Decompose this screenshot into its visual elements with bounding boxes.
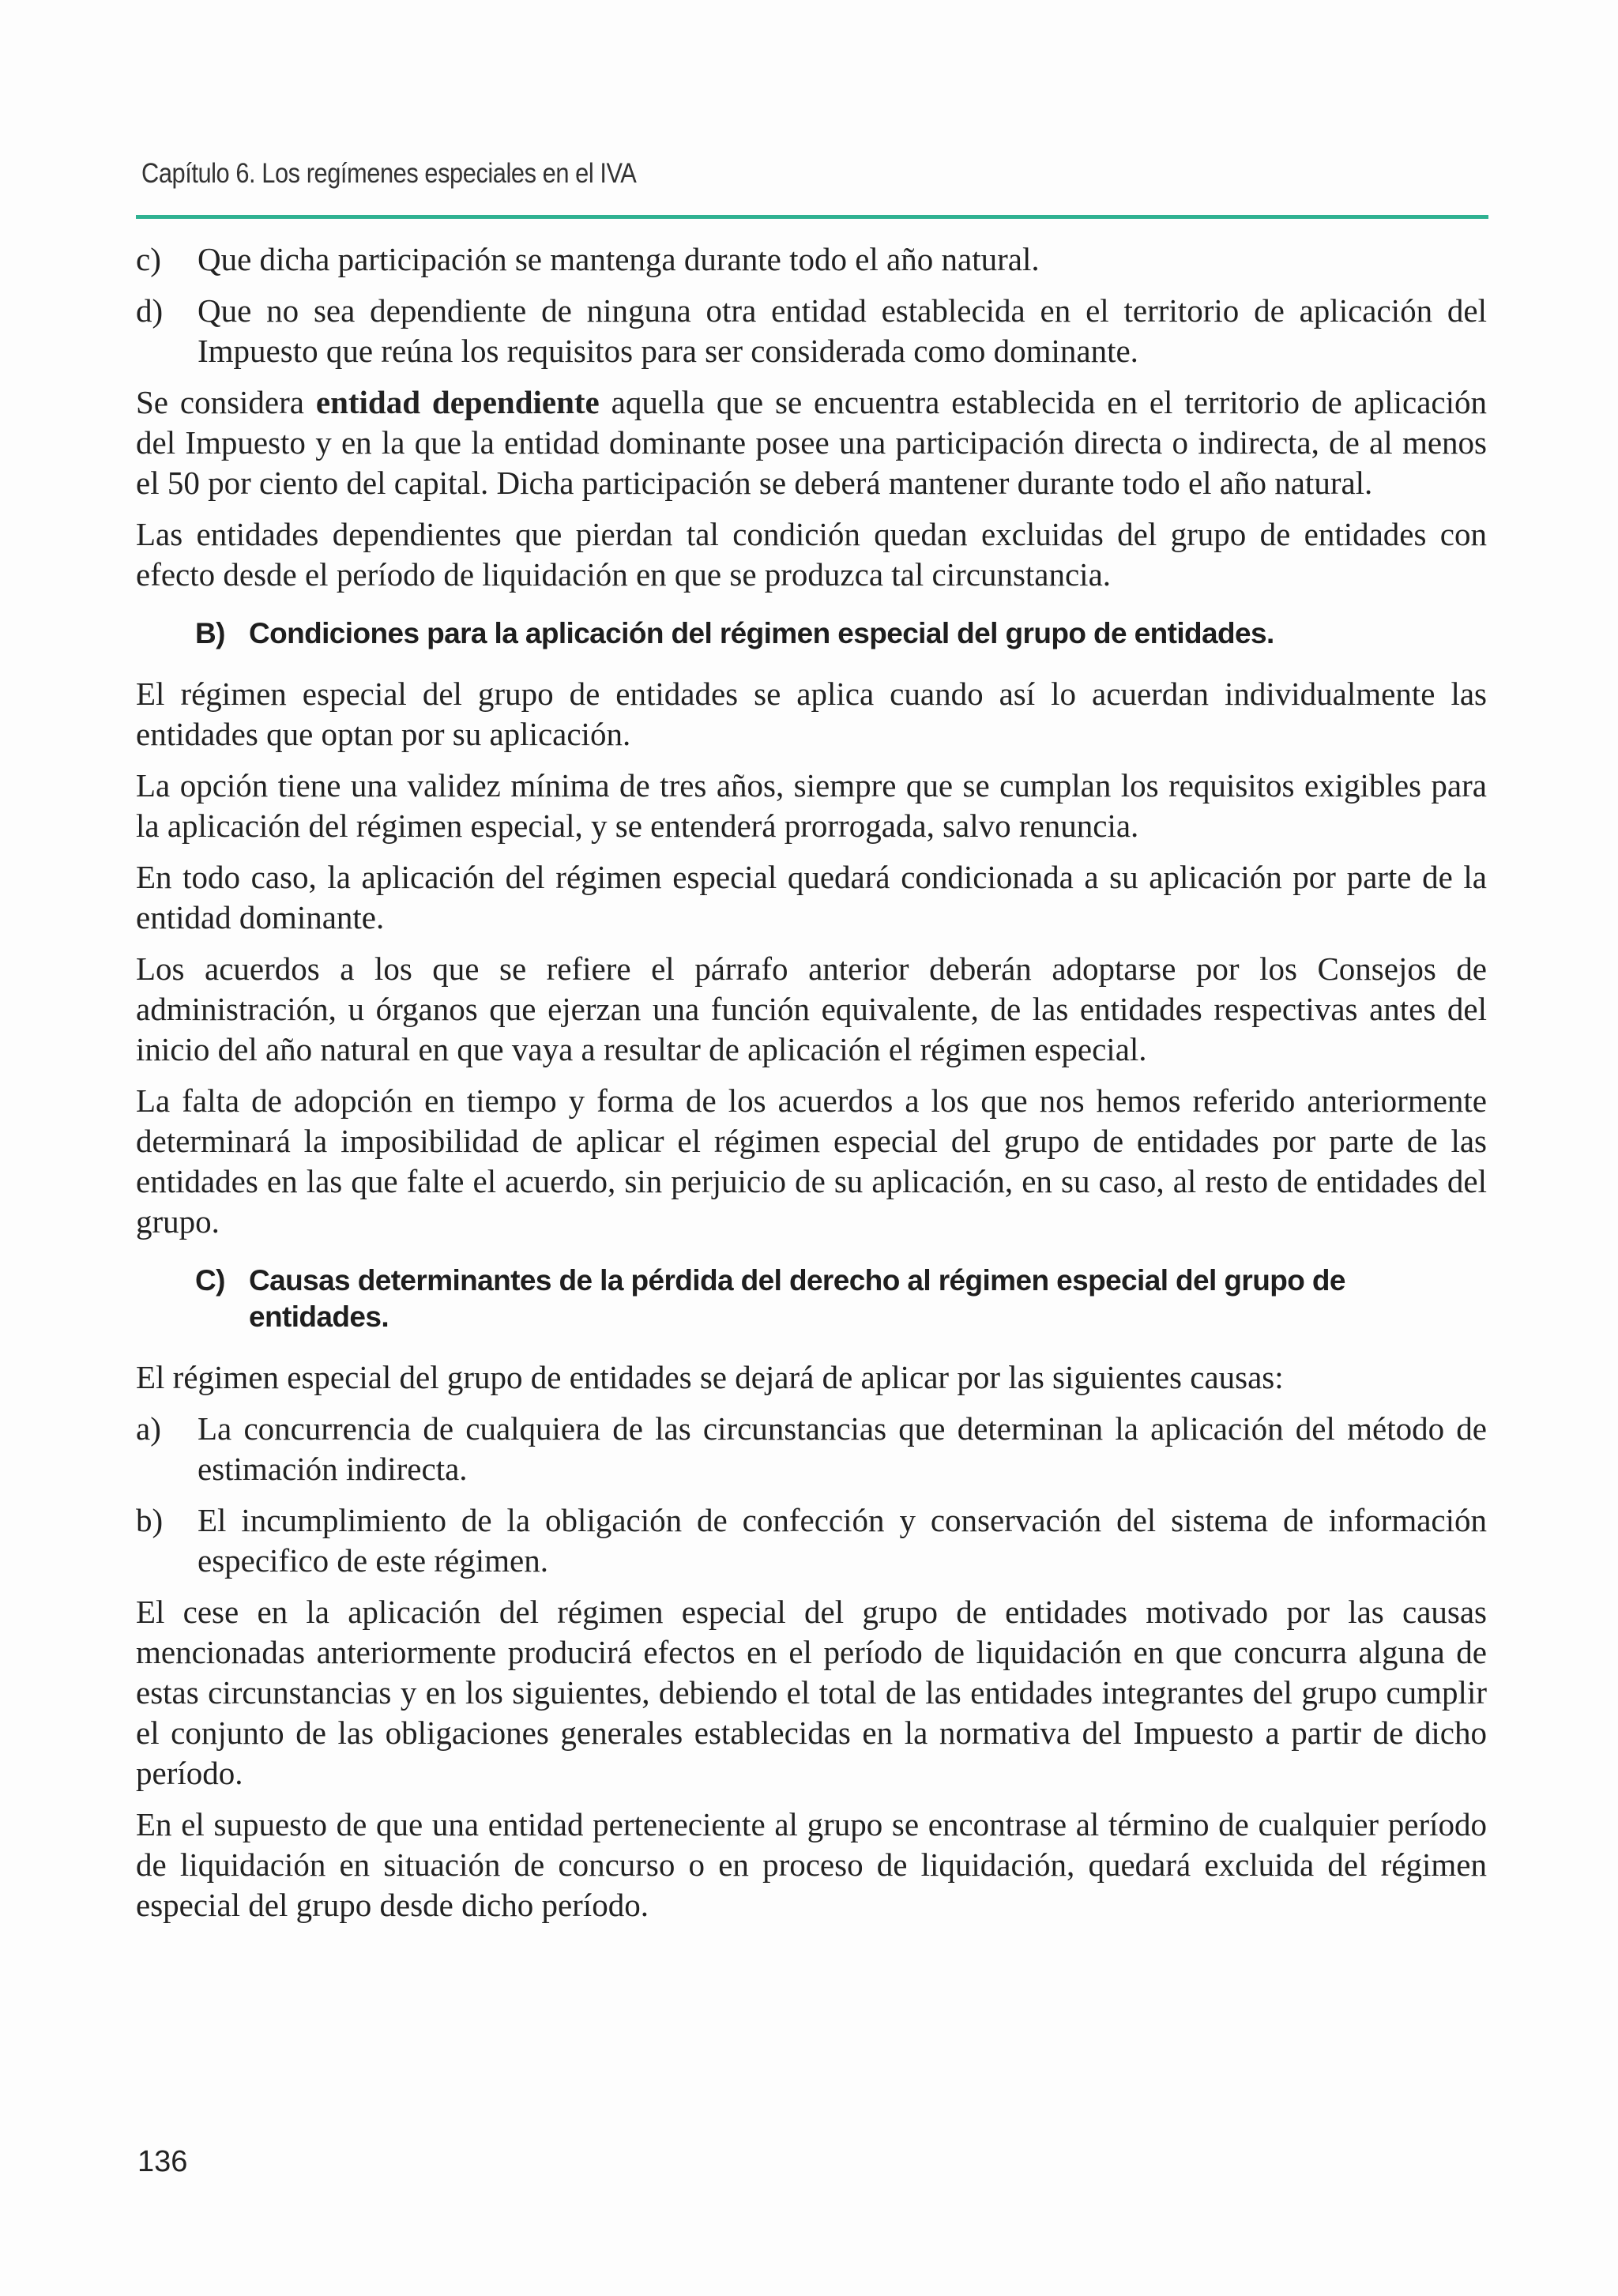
section-heading-b — [136, 615, 1487, 652]
section-title: Condiciones para la aplicación del régimen especial del grupo de entidades. — [249, 617, 1274, 649]
list-item-text: Que no sea dependiente de ninguna otra entidad establecida en el territorio de aplicación del Impuesto que reúna los requisitos para ser considerada como dominante. — [198, 292, 1487, 369]
section-title: Causas determinantes de la pérdida del derecho al régimen especial del grupo de entidades. — [249, 1264, 1345, 1333]
paragraph-c1: El régimen especial del grupo de entidades se dejará de aplicar por las siguientes causas: — [136, 1359, 1284, 1395]
list-item-text: El incumplimiento de la obligación de confección y conservación del sistema de información especifico de este régimen. — [198, 1502, 1487, 1579]
list-item-a — [136, 1409, 1487, 1489]
list-item-text: Que dicha participación se mantenga durante todo el año natural. — [198, 241, 1040, 277]
section-marker: B) — [195, 617, 225, 649]
page-number: 136 — [137, 2145, 188, 2178]
running-header: Capítulo 6. Los regímenes especiales en el IVA — [141, 158, 637, 189]
list-item-text: La concurrencia de cualquiera de las circunstancias que determinan la aplicación del método de estimación indirecta. — [198, 1410, 1487, 1487]
section-marker: C) — [195, 1264, 225, 1297]
paragraph-b4: Los acuerdos a los que se refiere el párrafo anterior deberán adoptarse por los Consejos de administración, u órganos que ejerzan una función equivalente, de las entidades respectivas antes del inicio del año natural en que vaya a resultar de aplicación el régimen especial. — [136, 950, 1487, 1067]
paragraph-text: aquella que se encuentra establecida en el territorio de aplicación del Impuesto y en la que la entidad dominante posee una participación directa o indirecta, de al menos el 50 por ciento del capital. Dicha participación se deberá mantener durante todo el año natural. — [136, 384, 1487, 501]
paragraph-entidad-dependiente — [136, 382, 1487, 503]
header-rule — [136, 215, 1488, 219]
paragraph-b2: La opción tiene una validez mínima de tres años, siempre que se cumplan los requisitos exigibles para la aplicación del régimen especial, y se entenderá prorrogada, salvo renuncia. — [136, 767, 1487, 844]
document-page — [136, 150, 1487, 1937]
list-marker: b) — [136, 1502, 164, 1538]
list-marker: c) — [136, 241, 161, 277]
list-item-d — [136, 291, 1487, 371]
paragraph-excluidas: Las entidades dependientes que pierdan tal condición quedan excluidas del grupo de entidades con efecto desde el período de liquidación en que se produzca tal circunstancia. — [136, 516, 1487, 593]
list-item-b — [136, 1500, 1487, 1581]
paragraph-c3: En el supuesto de que una entidad perteneciente al grupo se encontrase al término de cualquier período de liquidación en situación de concurso o en proceso de liquidación, quedará excluida del régimen especial del grupo desde dicho período. — [136, 1806, 1487, 1923]
section-heading-c — [136, 1263, 1487, 1335]
paragraph-b3: En todo caso, la aplicación del régimen especial quedará condicionada a su aplicación por parte de la entidad dominante. — [136, 859, 1487, 935]
paragraph-b5: La falta de adopción en tiempo y forma de los acuerdos a los que nos hemos referido anteriormente determinará la imposibilidad de aplicar el régimen especial del grupo de entidades por parte de las entidades en las que falte el acuerdo, sin perjuicio de su aplicación, en su caso, al resto de entidades del grupo. — [136, 1082, 1487, 1240]
list-marker: a) — [136, 1410, 161, 1447]
paragraph-c2: El cese en la aplicación del régimen especial del grupo de entidades motivado por las causas mencionadas anteriormente producirá efectos en el período de liquidación en que concurra alguna de estas circunstancias y en los siguientes, debiendo el total de las entidades integrantes del grupo cumplir el conjunto de las obligaciones generales establecidas en la normativa del Impuesto a partir de dicho período. — [136, 1594, 1487, 1791]
paragraph-text: Se considera — [136, 384, 316, 420]
list-marker: d) — [136, 292, 164, 329]
list-item-c — [136, 239, 1487, 280]
paragraph-b1: El régimen especial del grupo de entidades se aplica cuando así lo acuerdan individualmente las entidades que optan por su aplicación. — [136, 676, 1487, 752]
defined-term: entidad dependiente — [315, 384, 600, 420]
